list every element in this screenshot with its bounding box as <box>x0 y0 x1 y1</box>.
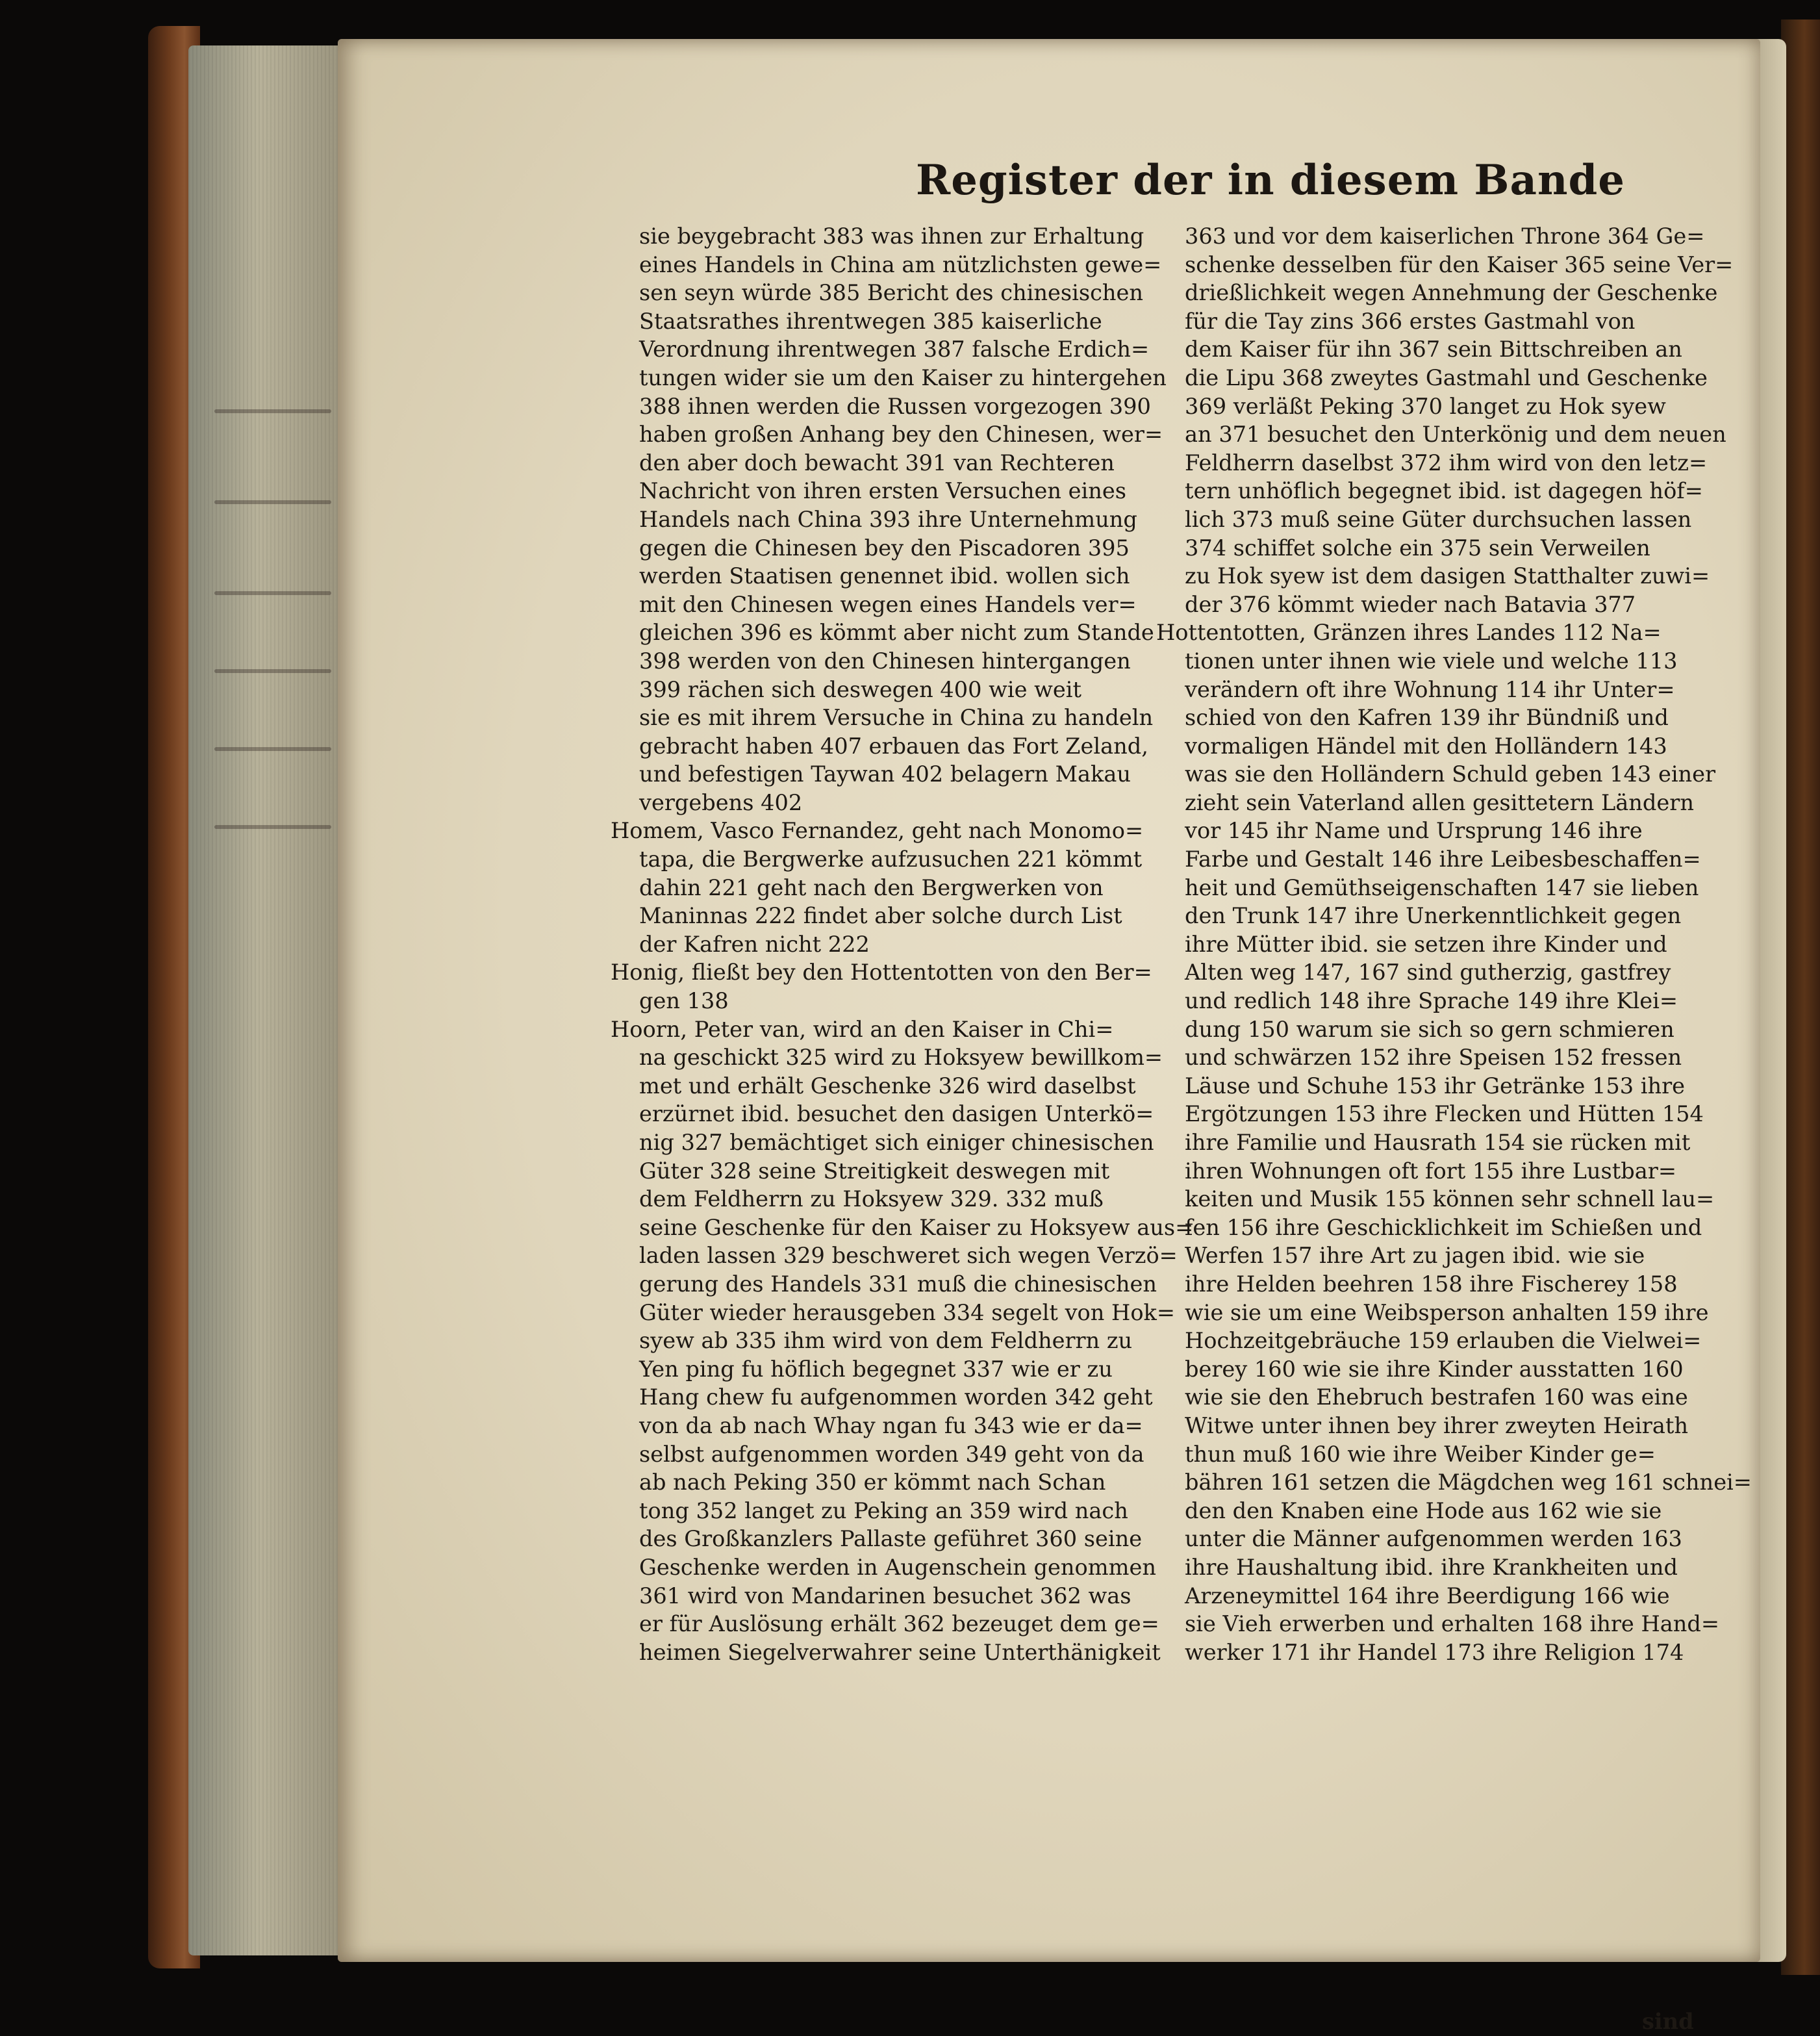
index-line: 363 und vor dem kaiserlichen Throne 364 Ge= <box>1185 223 1705 249</box>
running-header: Register der in diesem Bande <box>916 156 1625 205</box>
index-line: met und erhält Geschenke 326 wird daselbst <box>639 1073 1136 1099</box>
index-line: für die Tay zins 366 erstes Gastmahl von <box>1185 308 1636 334</box>
index-line: 399 rächen sich deswegen 400 wie weit <box>639 676 1082 702</box>
index-line: der 376 kömmt wieder nach Batavia 377 <box>1185 591 1636 617</box>
index-line: selbst aufgenommen worden 349 geht von da <box>639 1441 1144 1467</box>
index-line: gegen die Chinesen bey den Piscadoren 395 <box>639 535 1130 561</box>
index-line: ihre Familie und Hausrath 154 sie rücken mit <box>1185 1130 1691 1155</box>
catchword-container <box>1642 2007 1720 2036</box>
index-line: Honig, fließt bey den Hottentotten von den Ber= <box>611 960 1152 986</box>
index-line: Nachricht von ihren ersten Versuchen eines <box>639 478 1126 504</box>
index-line: 374 schiffet solche ein 375 sein Verweilen <box>1185 535 1650 561</box>
index-entry <box>611 222 1167 817</box>
index-line: gen 138 <box>639 988 729 1014</box>
index-line: Läuse und Schuhe 153 ihr Getränke 153 ihre <box>1185 1073 1686 1099</box>
index-line: zieht sein Vaterland allen gesittetern Ländern <box>1185 789 1694 815</box>
index-line: tapa, die Bergwerke aufzusuchen 221 kömmt <box>639 846 1143 872</box>
index-line: Arzeneymittel 164 ihre Beerdigung 166 wie <box>1185 1583 1670 1609</box>
index-line: was sie den Holländern Schuld geben 143 einer <box>1185 761 1716 787</box>
index-line: drießlichkeit wegen Annehmung der Geschenke <box>1185 280 1718 306</box>
index-line: Feldherrn daselbst 372 ihm wird von den letz= <box>1185 450 1708 476</box>
index-line: Güter 328 seine Streitigkeit deswegen mit <box>639 1158 1110 1184</box>
index-line: Witwe unter ihnen bey ihrer zweyten Heirath <box>1185 1412 1688 1438</box>
index-line: lich 373 muß seine Güter durchsuchen lassen <box>1185 506 1692 532</box>
index-line: den den Knaben eine Hode aus 162 wie sie <box>1185 1497 1662 1523</box>
index-entry <box>611 817 1144 958</box>
index-line: 398 werden von den Chinesen hintergangen <box>639 648 1131 674</box>
index-line: 369 verläßt Peking 370 langet zu Hok syew <box>1185 393 1666 419</box>
index-line: Verordnung ihrentwegen 387 falsche Erdich= <box>639 337 1150 363</box>
index-line: Yen ping fu höflich begegnet 337 wie er zu <box>639 1356 1113 1382</box>
index-line: Farbe und Gestalt 146 ihre Leibesbeschaffen= <box>1185 846 1701 872</box>
index-line: die Lipu 368 zweytes Gastmahl und Geschenke <box>1185 364 1708 390</box>
index-line: vergebens 402 <box>639 789 803 815</box>
index-line: erzürnet ibid. besuchet den dasigen Unterkö= <box>639 1101 1154 1127</box>
index-line: Geschenke werden in Augenschein genommen <box>639 1554 1156 1580</box>
index-line: tionen unter ihnen wie viele und welche 113 <box>1185 648 1678 674</box>
index-line: sen seyn würde 385 Bericht des chinesischen <box>639 280 1144 306</box>
index-line: sie es mit ihrem Versuche in China zu handeln <box>639 705 1154 731</box>
index-line: an 371 besuchet den Unterkönig und dem neuen <box>1185 422 1726 448</box>
index-line: zu Hok syew ist dem dasigen Statthalter zuwi= <box>1185 563 1710 589</box>
index-line: na geschickt 325 wird zu Hoksyew bewillkom= <box>639 1045 1163 1071</box>
index-line: sie Vieh erwerben und erhalten 168 ihre Hand= <box>1185 1611 1720 1637</box>
index-line: ihren Wohnungen oft fort 155 ihre Lustbar= <box>1185 1158 1676 1184</box>
index-line: Alten weg 147, 167 sind gutherzig, gastfrey <box>1185 960 1671 986</box>
index-line: Handels nach China 393 ihre Unternehmung <box>639 506 1137 532</box>
index-line: und schwärzen 152 ihre Speisen 152 fressen <box>1185 1045 1682 1071</box>
index-line: Hang chew fu aufgenommen worden 342 geht <box>639 1384 1153 1410</box>
index-line: heimen Siegelverwahrer seine Unterthänigkeit <box>639 1639 1161 1665</box>
index-line: thun muß 160 wie ihre Weiber Kinder ge= <box>1185 1441 1656 1467</box>
index-line: Hottentotten, Gränzen ihres Landes 112 Na= <box>1156 620 1662 646</box>
index-line: syew ab 335 ihm wird von dem Feldherrn zu <box>639 1328 1133 1354</box>
index-line: dem Kaiser für ihn 367 sein Bittschreiben an <box>1185 337 1682 363</box>
index-entry <box>1156 222 1734 618</box>
index-line: von da ab nach Whay ngan fu 343 wie er da= <box>639 1412 1143 1438</box>
index-line: er für Auslösung erhält 362 bezeuget dem ge= <box>639 1611 1159 1637</box>
index-line: eines Handels in China am nützlichsten gewe= <box>639 251 1162 277</box>
index-line: ihre Mütter ibid. sie setzen ihre Kinder und <box>1185 931 1667 957</box>
index-line: schenke desselben für den Kaiser 365 seine Ver= <box>1185 251 1734 277</box>
index-entry <box>611 1015 1194 1667</box>
index-line: wie sie den Ehebruch bestrafen 160 was eine <box>1185 1384 1688 1410</box>
index-line: 361 wird von Mandarinen besuchet 362 was <box>639 1583 1131 1609</box>
index-line: den Trunk 147 ihre Unerkenntlichkeit gegen <box>1185 903 1682 929</box>
index-line: dem Feldherrn zu Hoksyew 329. 332 muß <box>639 1186 1104 1212</box>
index-entry <box>611 958 1152 1015</box>
index-line: Hochzeitgebräuche 159 erlauben die Vielwei= <box>1185 1328 1702 1354</box>
index-line: werker 171 ihr Handel 173 ihre Religion 174 <box>1185 1639 1684 1665</box>
index-line: gebracht haben 407 erbauen das Fort Zeland, <box>639 733 1148 759</box>
index-line: unter die Männer aufgenommen werden 163 <box>1185 1526 1682 1552</box>
leather-cover-right <box>1781 19 1820 1975</box>
index-line: seine Geschenke für den Kaiser zu Hoksyew aus= <box>639 1214 1194 1240</box>
index-line: Güter wieder herausgeben 334 segelt von Hok= <box>639 1299 1176 1325</box>
index-line: Homem, Vasco Fernandez, geht nach Monomo= <box>611 818 1144 844</box>
index-line: dung 150 warum sie sich so gern schmieren <box>1185 1016 1675 1042</box>
index-line: keiten und Musik 155 können sehr schnell lau= <box>1185 1186 1715 1212</box>
index-line: bähren 161 setzen die Mägdchen weg 161 schnei= <box>1185 1470 1752 1495</box>
index-line: vor 145 ihr Name und Ursprung 146 ihre <box>1185 818 1643 844</box>
index-line: und befestigen Taywan 402 belagern Makau <box>639 761 1131 787</box>
index-line: tern unhöflich begegnet ibid. ist dagegen höf= <box>1185 478 1703 504</box>
index-line: ihre Helden beehren 158 ihre Fischerey 158 <box>1185 1271 1678 1297</box>
index-line: ihre Haushaltung ibid. ihre Krankheiten und <box>1185 1554 1678 1580</box>
index-line: verändern oft ihre Wohnung 114 ihr Unter= <box>1185 676 1675 702</box>
index-line: dahin 221 geht nach den Bergwerken von <box>639 874 1104 900</box>
index-line: berey 160 wie sie ihre Kinder ausstatten 160 <box>1185 1356 1684 1382</box>
index-line: 388 ihnen werden die Russen vorgezogen 390 <box>639 393 1151 419</box>
index-line: sie beygebracht 383 was ihnen zur Erhaltung <box>639 223 1144 249</box>
index-line: den aber doch bewacht 391 van Rechteren <box>639 450 1115 476</box>
index-line: fen 156 ihre Geschicklichkeit im Schießen und <box>1185 1214 1702 1240</box>
index-line: vormaligen Händel mit den Holländern 143 <box>1185 733 1667 759</box>
index-line: haben großen Anhang bey den Chinesen, wer= <box>639 422 1163 448</box>
index-line: werden Staatisen genennet ibid. wollen sich <box>639 563 1130 589</box>
index-entry <box>1156 618 1752 1666</box>
index-line: tungen wider sie um den Kaiser zu hintergehen <box>639 364 1167 390</box>
index-line: mit den Chinesen wegen eines Handels ver= <box>639 591 1137 617</box>
index-line: nig 327 bemächtiget sich einiger chinesischen <box>639 1130 1154 1155</box>
page-stack-edge <box>188 45 344 1955</box>
index-line: der Kafren nicht 222 <box>639 931 870 957</box>
left-column <box>611 222 1194 1666</box>
index-line: gerung des Handels 331 muß die chinesischen <box>639 1271 1157 1297</box>
index-line: wie sie um eine Weibsperson anhalten 159 ihre <box>1185 1299 1709 1325</box>
index-line: und redlich 148 ihre Sprache 149 ihre Klei= <box>1185 988 1678 1014</box>
catchword: sind <box>1642 2008 1694 2034</box>
index-line: Ergötzungen 153 ihre Flecken und Hütten 154 <box>1185 1101 1704 1127</box>
index-line: des Großkanzlers Pallaste geführet 360 seine <box>639 1526 1143 1552</box>
index-line: tong 352 langet zu Peking an 359 wird nach <box>639 1497 1128 1523</box>
right-column <box>1156 222 1752 1666</box>
index-line: ab nach Peking 350 er kömmt nach Schan <box>639 1470 1106 1495</box>
index-line: heit und Gemüthseigenschaften 147 sie lieben <box>1185 874 1699 900</box>
index-line: Staatsrathes ihrentwegen 385 kaiserliche <box>639 308 1102 334</box>
index-line: Hoorn, Peter van, wird an den Kaiser in Chi= <box>611 1016 1114 1042</box>
index-line: schied von den Kafren 139 ihr Bündniß und <box>1185 705 1669 731</box>
index-line: laden lassen 329 beschweret sich wegen Verzö= <box>639 1243 1178 1269</box>
index-line: Werfen 157 ihre Art zu jagen ibid. wie sie <box>1185 1243 1645 1269</box>
index-line: Maninnas 222 findet aber solche durch List <box>639 903 1122 929</box>
index-line: gleichen 396 es kömmt aber nicht zum Stande <box>639 620 1154 646</box>
